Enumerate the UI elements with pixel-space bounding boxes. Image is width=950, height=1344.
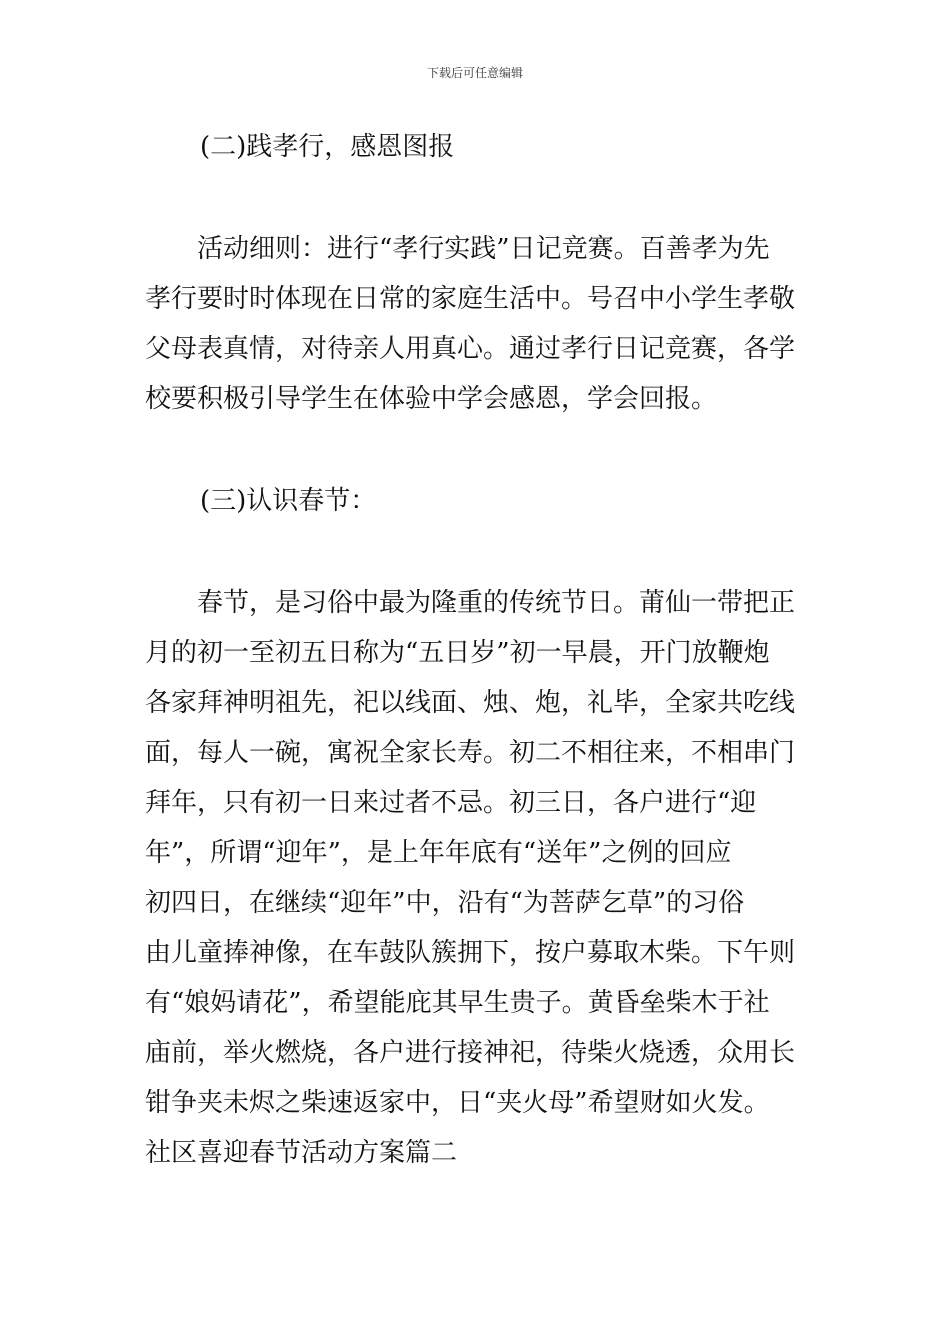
paragraph-line: 庙前，举火燃烧，各户进行接神祀，待柴火烧透，众用长 [145, 1038, 796, 1068]
page-header: 下载后可任意编辑 [426, 66, 523, 80]
section-two-heading: (二)践孝行，感恩图报 [200, 132, 455, 162]
paragraph-line: 年”，所谓“迎年”，是上年年底有“送年”之例的回应 [145, 838, 732, 868]
paragraph-line: 春节，是习俗中最为隆重的传统节日。莆仙一带把正 [145, 588, 796, 618]
paragraph-line: 活动细则：进行“孝行实践”日记竞赛。百善孝为先 [145, 234, 770, 264]
paragraph-line: 月的初一至初五日称为“五日岁”初一早晨，开门放鞭炮 [145, 638, 770, 668]
paragraph-line: 拜年，只有初一日来过者不忌。初三日，各户进行“迎 [145, 788, 757, 818]
paragraph-line: 父母表真情，对待亲人用真心。通过孝行日记竞赛，各学 [145, 334, 796, 364]
paragraph-line: 初四日，在继续“迎年”中，沿有“为菩萨乞草”的习俗 [145, 888, 745, 918]
paragraph-line: 各家拜神明祖先，祀以线面、烛、炮，礼毕，全家共吃线 [145, 688, 796, 718]
paragraph-line: 有“娘妈请花”，希望能庇其早生贵子。黄昏垒柴木于社 [145, 988, 770, 1018]
paragraph-line: 由儿童捧神像，在车鼓队簇拥下，按户募取木柴。下午则 [145, 938, 796, 968]
paragraph-line: 钳争夹未烬之柴速返家中，日“夹火母”希望财如火发。 [145, 1088, 770, 1118]
next-section-title: 社区喜迎春节活动方案篇二 [145, 1138, 458, 1168]
paragraph-line: 面，每人一碗，寓祝全家长寿。初二不相往来，不相串门 [145, 738, 796, 768]
paragraph-line: 孝行要时时体现在日常的家庭生活中。号召中小学生孝敬 [145, 284, 796, 314]
section-three-heading: (三)认识春节： [200, 486, 377, 516]
paragraph-line: 校要积极引导学生在体验中学会感恩，学会回报。 [145, 384, 718, 414]
